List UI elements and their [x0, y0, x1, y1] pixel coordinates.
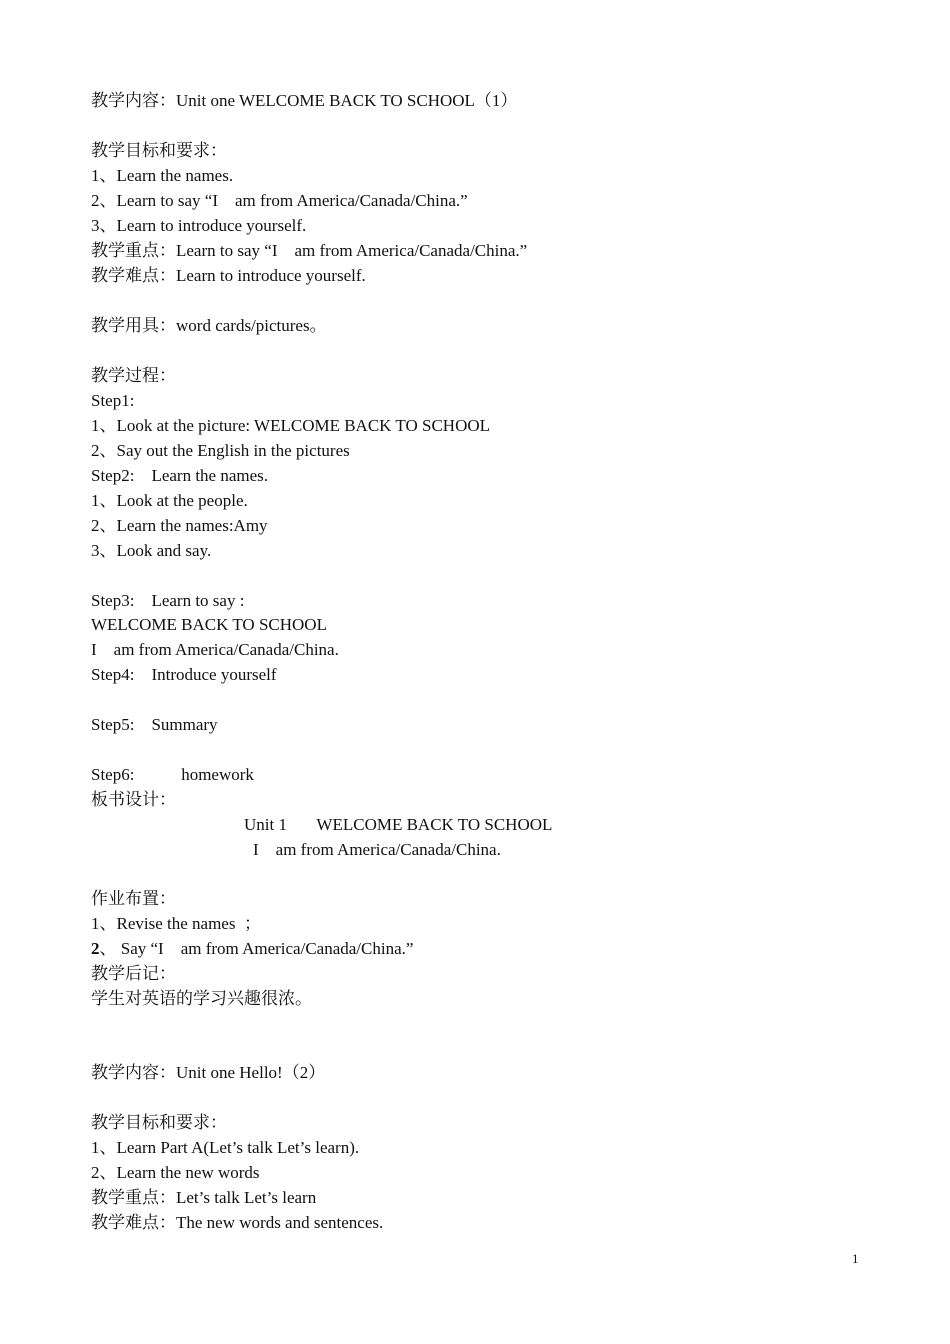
- difficulty-line: 教学难点：The new words and sentences.: [91, 1213, 384, 1232]
- objectives-heading: 教学目标和要求：: [91, 141, 227, 160]
- board-design-line: Unit 1 WELCOME BACK TO SCHOOL: [244, 815, 553, 834]
- board-design-line: I am from America/Canada/China.: [253, 840, 501, 859]
- step-item: I am from America/Canada/China.: [91, 640, 339, 659]
- key-point-line: 教学重点：Let’s talk Let’s learn: [91, 1188, 317, 1207]
- step-item: 2、Learn the names:Amy: [91, 516, 268, 535]
- difficulty-line: 教学难点：Learn to introduce yourself.: [91, 266, 366, 285]
- step-heading: Step6: homework: [91, 765, 254, 784]
- step-item: 2、Say out the English in the pictures: [91, 441, 350, 460]
- objectives-heading: 教学目标和要求：: [91, 1113, 227, 1132]
- step-item: 1、Look at the picture: WELCOME BACK TO SCHOOL: [91, 416, 491, 435]
- procedure-heading: 教学过程：: [91, 366, 176, 385]
- teaching-aids-line: 教学用具：word cards/pictures。: [91, 316, 327, 335]
- key-point-line: 教学重点：Learn to say “I am from America/Canada/China.”: [91, 241, 528, 260]
- lesson1-content-title: 教学内容：Unit one WELCOME BACK TO SCHOOL（1）: [91, 91, 518, 110]
- lesson2-content-title: 教学内容：Unit one Hello!（2）: [91, 1063, 326, 1082]
- step-item: 3、Look and say.: [91, 541, 212, 560]
- homework-item: 1、Revise the names ；: [91, 914, 261, 933]
- homework-item-number: 2: [91, 939, 100, 958]
- objective-item: 1、Learn the names.: [91, 166, 234, 185]
- step-heading: Step2: Learn the names.: [91, 466, 269, 485]
- board-design-heading: 板书设计：: [91, 790, 176, 809]
- objective-item: 2、Learn the new words: [91, 1163, 260, 1182]
- step-heading: Step3: Learn to say :: [91, 591, 245, 610]
- step-item: WELCOME BACK TO SCHOOL: [91, 615, 327, 634]
- homework-heading: 作业布置：: [91, 889, 176, 908]
- step-item: 1、Look at the people.: [91, 491, 248, 510]
- reflection-heading: 教学后记：: [91, 964, 176, 983]
- objective-item: 1、Learn Part A(Let’s talk Let’s learn).: [91, 1138, 360, 1157]
- step-heading: Step1:: [91, 391, 135, 410]
- page-number: 1: [852, 1251, 859, 1266]
- step-heading: Step5: Summary: [91, 715, 218, 734]
- reflection-text: 学生对英语的学习兴趣很浓。: [91, 989, 312, 1008]
- step-heading: Step4: Introduce yourself: [91, 665, 277, 684]
- objective-item: 3、Learn to introduce yourself.: [91, 216, 307, 235]
- objective-item: 2、Learn to say “I am from America/Canada/China.”: [91, 191, 468, 210]
- homework-item-text: 、 Say “I am from America/Canada/China.”: [99, 939, 414, 958]
- homework-item: [91, 939, 413, 959]
